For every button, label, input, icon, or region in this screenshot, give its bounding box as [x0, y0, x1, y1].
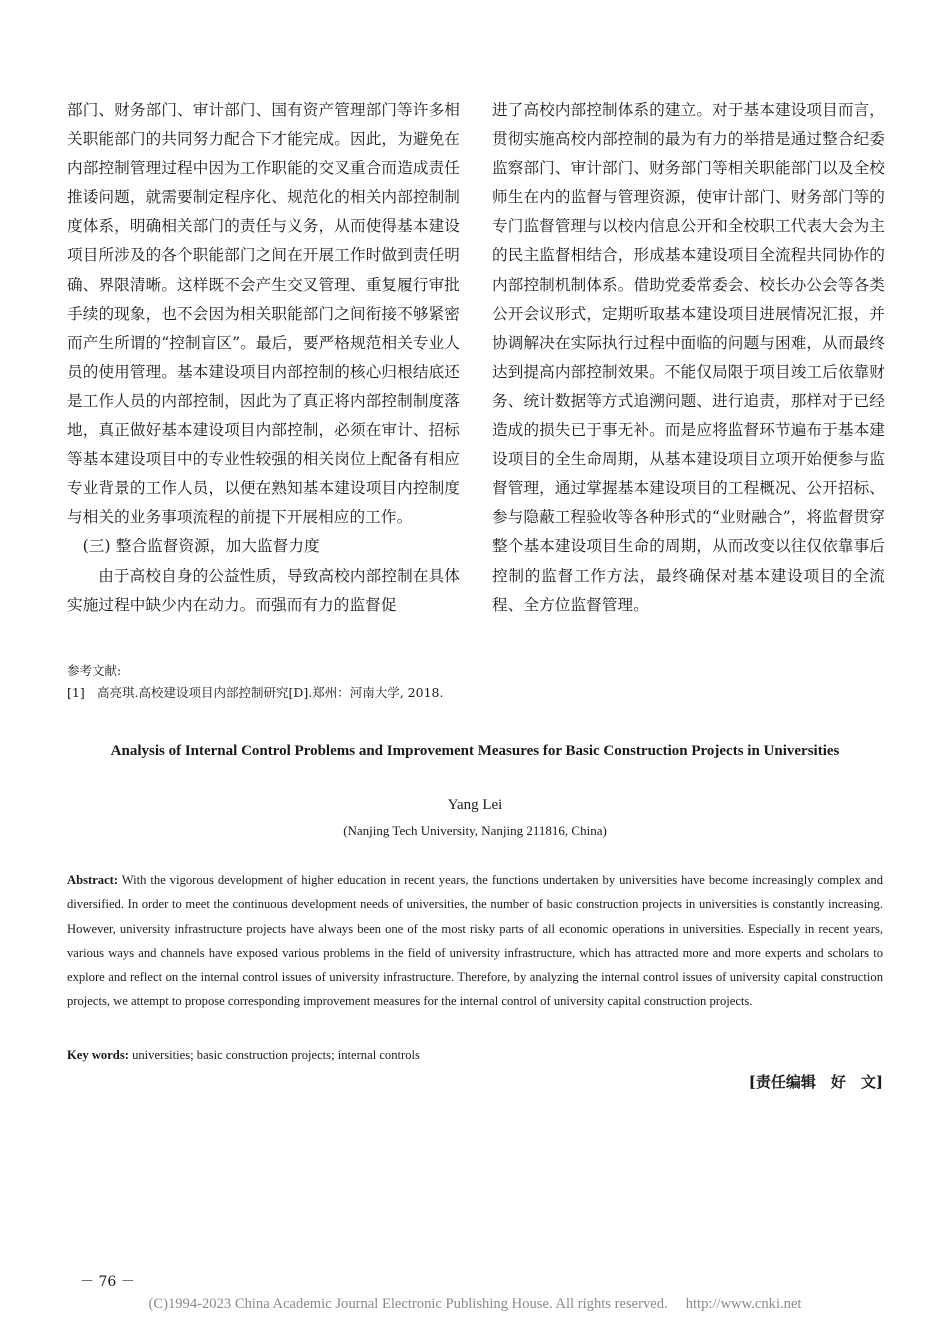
- references: [67, 660, 443, 704]
- abstract-text: With the vigorous development of higher education in recent years, the functions undertaken by universities have become increasingly complex and diversified. In order to meet the continuous development needs of universities, the number of basic construction projects in universities is constantly increasing. However, university infrastructure projects have always been one of the most risky parts of all economic operations in universities. Especially in recent years, various ways and channels have exposed various problems in the field of university infrastructure, which has attracted more and more experts and scholars to explore and reflect on the internal control issues of university infrastructure. Therefore, by analyzing the internal control issues of university capital construction projects, we attempt to propose corresponding improvement measures for the internal control of university capital construction projects.: [67, 873, 883, 1009]
- body-paragraph: 部门、财务部门、审计部门、国有资产管理部门等许多相关职能部门的共同努力配合下才能完成。因此，为避免在内部控制管理过程中因为工作职能的交叉重合而造成责任推诿问题，就需要制定程序化、规范化的相关内部控制制度体系，明确相关部门的责任与义务，从而使得基本建设项目所涉及的各个职能部门之间在开展工作时做到责任明确、界限清晰。这样既不会产生交叉管理、重复履行审批手续的现象，也不会因为相关职能部门之间衔接不够紧密而产生所谓的“控制盲区”。最后，要严格规范相关专业人员的使用管理。基本建设项目内部控制的核心归根结底还是工作人员的内部控制，因此为了真正将内部控制制度落地，真正做好基本建设项目内部控制，必须在审计、招标等基本建设项目中的专业性较强的相关岗位上配备有相应专业背景的工作人员，以便在熟知基本建设项目内控制度与相关的业务事项流程的前提下开展相应的工作。: [67, 101, 460, 527]
- keywords-text: universities; basic construction projects; internal controls: [132, 1048, 420, 1062]
- abstract-label: Abstract:: [67, 873, 119, 887]
- english-title: Analysis of Internal Control Problems and Improvement Measures for Basic Construction Projects in Universities: [110, 743, 840, 759]
- body-paragraph: 由于高校自身的公益性质，导致高校内部控制在具体实施过程中缺少内在动力。而强而有力的监督促: [67, 566, 460, 614]
- left-column: [67, 96, 460, 620]
- author-affiliation: (Nanjing Tech University, Nanjing 211816, China): [343, 823, 607, 838]
- right-column: [492, 96, 885, 620]
- reference-text: 高亮琪.高校建设项目内部控制研究[D].郑州：河南大学, 2018.: [97, 685, 444, 700]
- references-label: 参考文献:: [67, 663, 122, 678]
- abstract: [67, 868, 883, 1014]
- page-number: － 76 －: [80, 1274, 135, 1290]
- body-paragraph: 进了高校内部控制体系的建立。对于基本建设项目而言，贯彻实施高校内部控制的最为有力的举措是通过整合纪委监察部门、审计部门、财务部门等相关职能部门以及全校师生在内的监督与管理资源，使审计部门、财务部门等的专门监督管理与以校内信息公开和全校职工代表大会为主的民主监督相结合，形成基本建设项目全流程共同协作的内部控制机制体系。借助党委常委会、校长办公会等各类公开会议形式，定期听取基本建设项目进展情况汇报，并协调解决在实际执行过程中面临的问题与困难，从而最终达到提高内部控制效果。不能仅局限于项目竣工后依靠财务、统计数据等方式追溯问题、进行追责，那样对于已经造成的损失已于事无补。而是应将监督环节遍布于基本建设项目的全生命周期，从基本建设项目立项开始便参与监督管理，通过掌握基本建设项目的工程概况、公开招标、参与隐蔽工程验收等各种形式的“业财融合”，将监督贯穿整个基本建设项目生命的周期，从而改变以往仅依靠事后控制的监督工作方法，最终确保对基本建设项目的全流程、全方位监督管理。: [492, 101, 885, 614]
- author-name: Yang Lei: [447, 797, 503, 813]
- reference-item: [67, 682, 443, 704]
- footer-url[interactable]: http://www.cnki.net: [685, 1296, 802, 1312]
- copyright-footer: [0, 1296, 950, 1313]
- reference-number: [1]: [67, 685, 85, 700]
- section-heading: (三) 整合监督资源，加大监督力度: [82, 537, 320, 556]
- keywords-label: Key words:: [67, 1048, 129, 1062]
- editor-note: [责任编辑 好 文]: [748, 1073, 883, 1091]
- copyright-text: (C)1994-2023 China Academic Journal Electronic Publishing House. All rights reserved.: [148, 1296, 668, 1312]
- keywords: [67, 1044, 883, 1066]
